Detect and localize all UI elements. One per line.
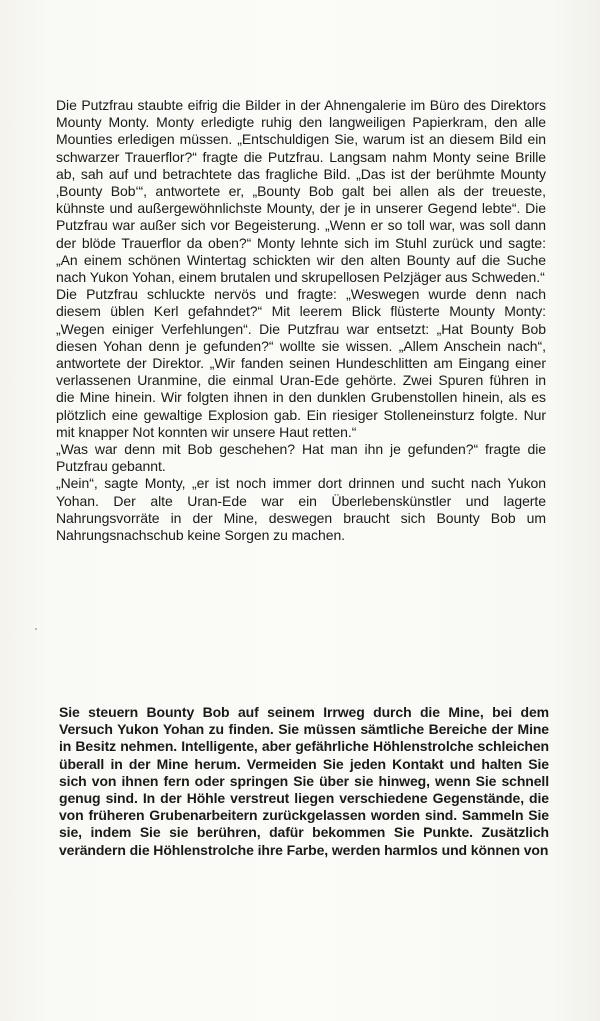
paper-speck bbox=[35, 628, 37, 630]
story-paragraph-3: „Was war denn mit Bob geschehen? Hat man ihn je gefunden?“ fragte die Putzfrau gebannt. bbox=[56, 441, 546, 475]
story-paragraph-1: Die Putzfrau staubte eifrig die Bilder in der Ahnengalerie im Büro des Direktors Mounty Monty. Monty erledigte ruhig den langweiligen Papierkram, den alle Mounties erledigen müssen. „Entschuldigen Sie, warum ist an diesem Bild ein schwarzer Trauerflor?“ fragte die Putzfrau. Langsam nahm Monty seine Brille ab, sah auf und betrachtete das fragliche Bild. „Das ist der berühmte Mounty ‚Bounty Bob‘“, antwortete er, „Bounty Bob galt bei allen als der treueste, kühnste und außergewöhnlichste Mounty, der je in unserer Gegend lebte“. Die Putzfrau war außer sich vor Begeisterung. „Wenn er so toll war, was soll dann der blöde Trauerflor da oben?“ Monty lehnte sich im Stuhl zurück und sagte: „An einem schönen Wintertag schickten wir den alten Bounty auf die Suche nach Yukon Yohan, einem brutalen und skrupellosen Pelzjäger aus Schweden.“ bbox=[56, 97, 546, 286]
instructions-paragraph: Sie steuern Bounty Bob auf seinem Irrweg durch die Mine, bei dem Versuch Yukon Yohan zu finden. Sie müssen sämtliche Bereiche der Mine in Besitz nehmen. Intelligente, aber gefährliche Höhlenstrolche schleichen überall in der Mine herum. Vermeiden Sie jeden Kontakt und halten Sie sich von ihnen fern oder springen Sie über sie hinweg, wenn Sie schnell genug sind. In der Höhle verstreut liegen verschiedene Gegenstände, die von früheren Grubenarbeitern zurückgelassen worden sind. Sammeln Sie sie, indem Sie sie berühren, dafür bekommen Sie Punkte. Zusätzlich verändern die Höhlenstrolche ihre Farbe, werden harmlos und können von bbox=[59, 704, 549, 858]
story-paragraph-4: „Nein“, sagte Monty, „er ist noch immer dort drinnen und sucht nach Yukon Yohan. Der alte Uran-Ede war ein Überlebenskünstler und lagerte Nahrungsvorräte in der Mine, deswegen braucht sich Bounty Bob um Nahrungsnachschub keine Sorgen zu machen. bbox=[56, 475, 546, 544]
story-paragraph-2: Die Putzfrau schluckte nervös und fragte: „Weswegen wurde denn nach diesem üblen Kerl gefahndet?“ Mit leerem Blick flüsterte Mounty Monty: „Wegen einiger Verfehlungen“. Die Putzfrau war entsetzt: „Hat Bounty Bob diesen Yohan denn je gefunden?“ wollte sie wissen. „Allem Anschein nach“, antwortete der Direktor. „Wir fanden seinen Hundeschlitten am Eingang einer verlassenen Uranmine, die einmal Uran-Ede gehörte. Zwei Spuren führen in die Mine hinein. Wir folgten ihnen in den dunklen Grubenstollen hinein, als es plötzlich eine gewaltige Explosion gab. Ein riesiger Stolleneinsturz folgte. Nur mit knapper Not konnten wir unsere Haut retten.“ bbox=[56, 286, 546, 440]
game-instructions-block bbox=[59, 704, 549, 859]
story-text-block bbox=[56, 97, 546, 544]
